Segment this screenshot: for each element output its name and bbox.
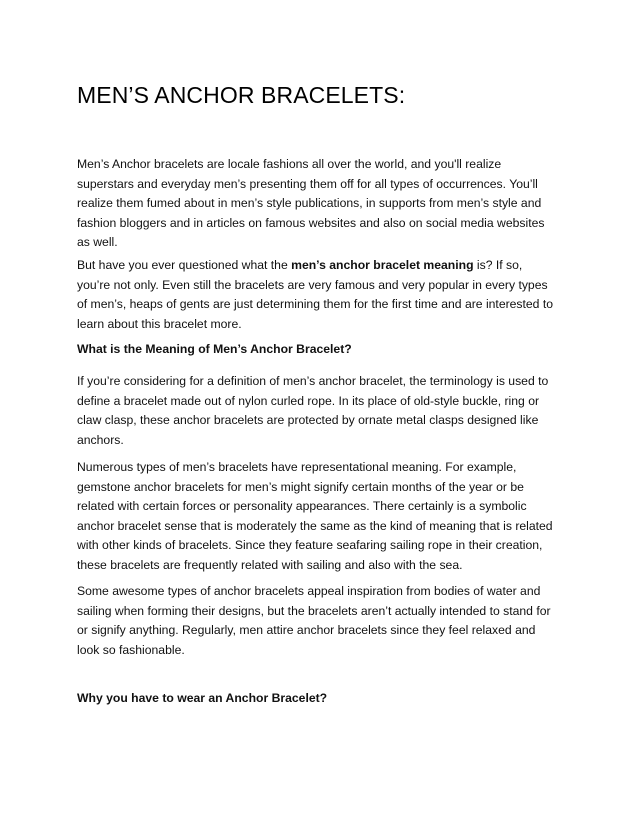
symbolism-paragraph: Numerous types of men’s bracelets have representational meaning. For example, gemstone anchor bracelets for men’s might signify certain months of the year or be related with certain forces or personality appearances. There certainly is a symbolic anchor bracelet sense that is moderately the same as the kind of meaning that is related with other kinds of bracelets. Since they feature seafaring sailing rope in their creation, these bracelets are frequently related with sailing and also with the sea.: [77, 460, 553, 572]
question-paragraph: [77, 256, 557, 334]
question-paragraph-start: But have you ever questioned what the: [77, 258, 292, 272]
bold-phrase: men’s anchor bracelet meaning: [291, 258, 474, 272]
definition-paragraph: If you’re considering for a definition of men’s anchor bracelet, the terminology is used to define a bracelet made out of nylon curled rope. In its place of old-style buckle, ring or claw clasp, these anchor bracelets are protected by ornate metal clasps designed like anchors.: [77, 374, 549, 447]
question-paragraph-end: is? If so, you’re not only. Even still the bracelets are very famous and very popular in every types of men’s, heaps of gents are just determining them for the first time and are interested to learn about this bracelet more.: [77, 258, 554, 331]
intro-paragraph: Men’s Anchor bracelets are locale fashions all over the world, and you'll realize superstars and everyday men’s presenting them off for all types of occurrences. You’ll realize them fumed about in men’s style publications, in supports from men’s style and fashion bloggers and in articles on famous websites and also on social media websites as well.: [77, 157, 545, 249]
inspiration-paragraph: Some awesome types of anchor bracelets appeal inspiration from bodies of water and sailing when forming their designs, but the bracelets aren’t actually intended to stand for or signify anything. Regularly, men attire anchor bracelets since they feel relaxed and look so fashionable.: [77, 584, 551, 657]
section-heading-meaning: What is the Meaning of Men’s Anchor Bracelet?: [77, 342, 352, 356]
section-heading-why-wear: Why you have to wear an Anchor Bracelet?: [77, 691, 328, 705]
document-title: MEN’S ANCHOR BRACELETS:: [77, 82, 406, 108]
